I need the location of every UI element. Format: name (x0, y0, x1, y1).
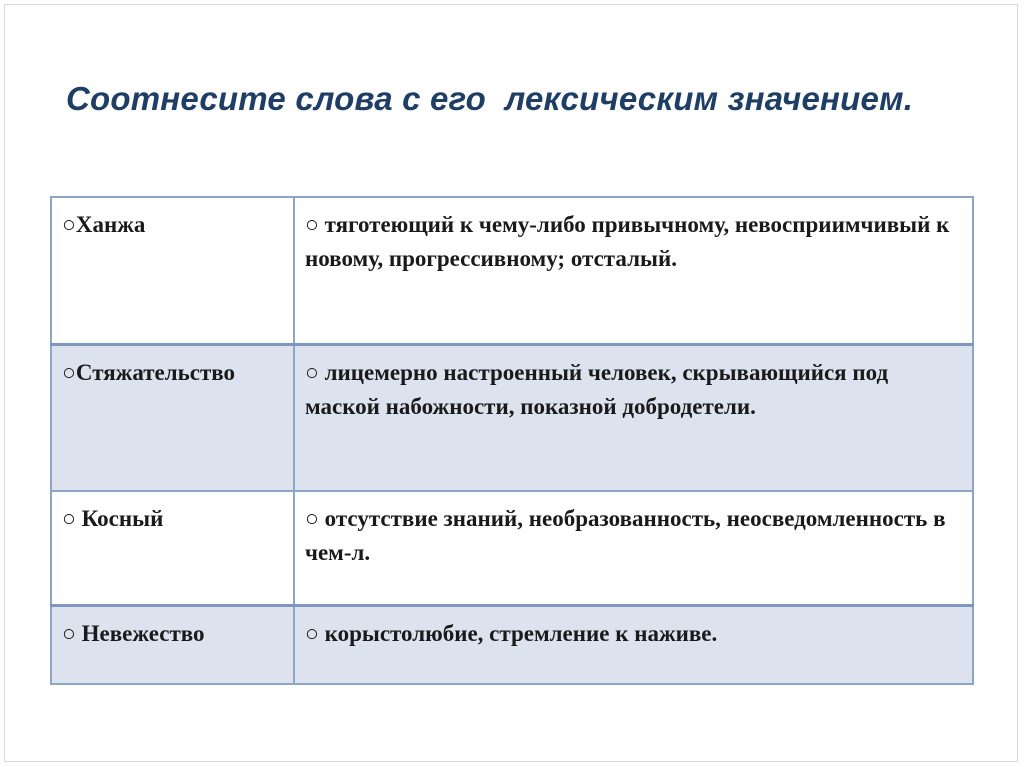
meaning-cell: ○ отсутствие знаний, необразованность, неосведомленность в чем-л. (294, 491, 973, 605)
word-cell: ○ Косный (51, 491, 294, 605)
word-cell: ○Ханжа (51, 197, 294, 344)
table-row (51, 344, 973, 491)
meaning-cell: ○ тяготеющий к чему-либо привычному, невосприимчивый к новому, прогрессивному; отсталый. (294, 197, 973, 344)
word-cell: ○ Невежество (51, 605, 294, 684)
table-row (51, 605, 973, 684)
slide-title: Соотнесите слова с его лексическим значением. (66, 80, 914, 117)
matching-table (50, 196, 974, 685)
word-cell: ○Стяжательство (51, 344, 294, 491)
meaning-cell: ○ лицемерно настроенный человек, скрывающийся под маской набожности, показной добродетели. (294, 344, 973, 491)
table-row (51, 491, 973, 605)
table-row (51, 197, 973, 344)
meaning-cell: ○ корыстолюбие, стремление к наживе. (294, 605, 973, 684)
